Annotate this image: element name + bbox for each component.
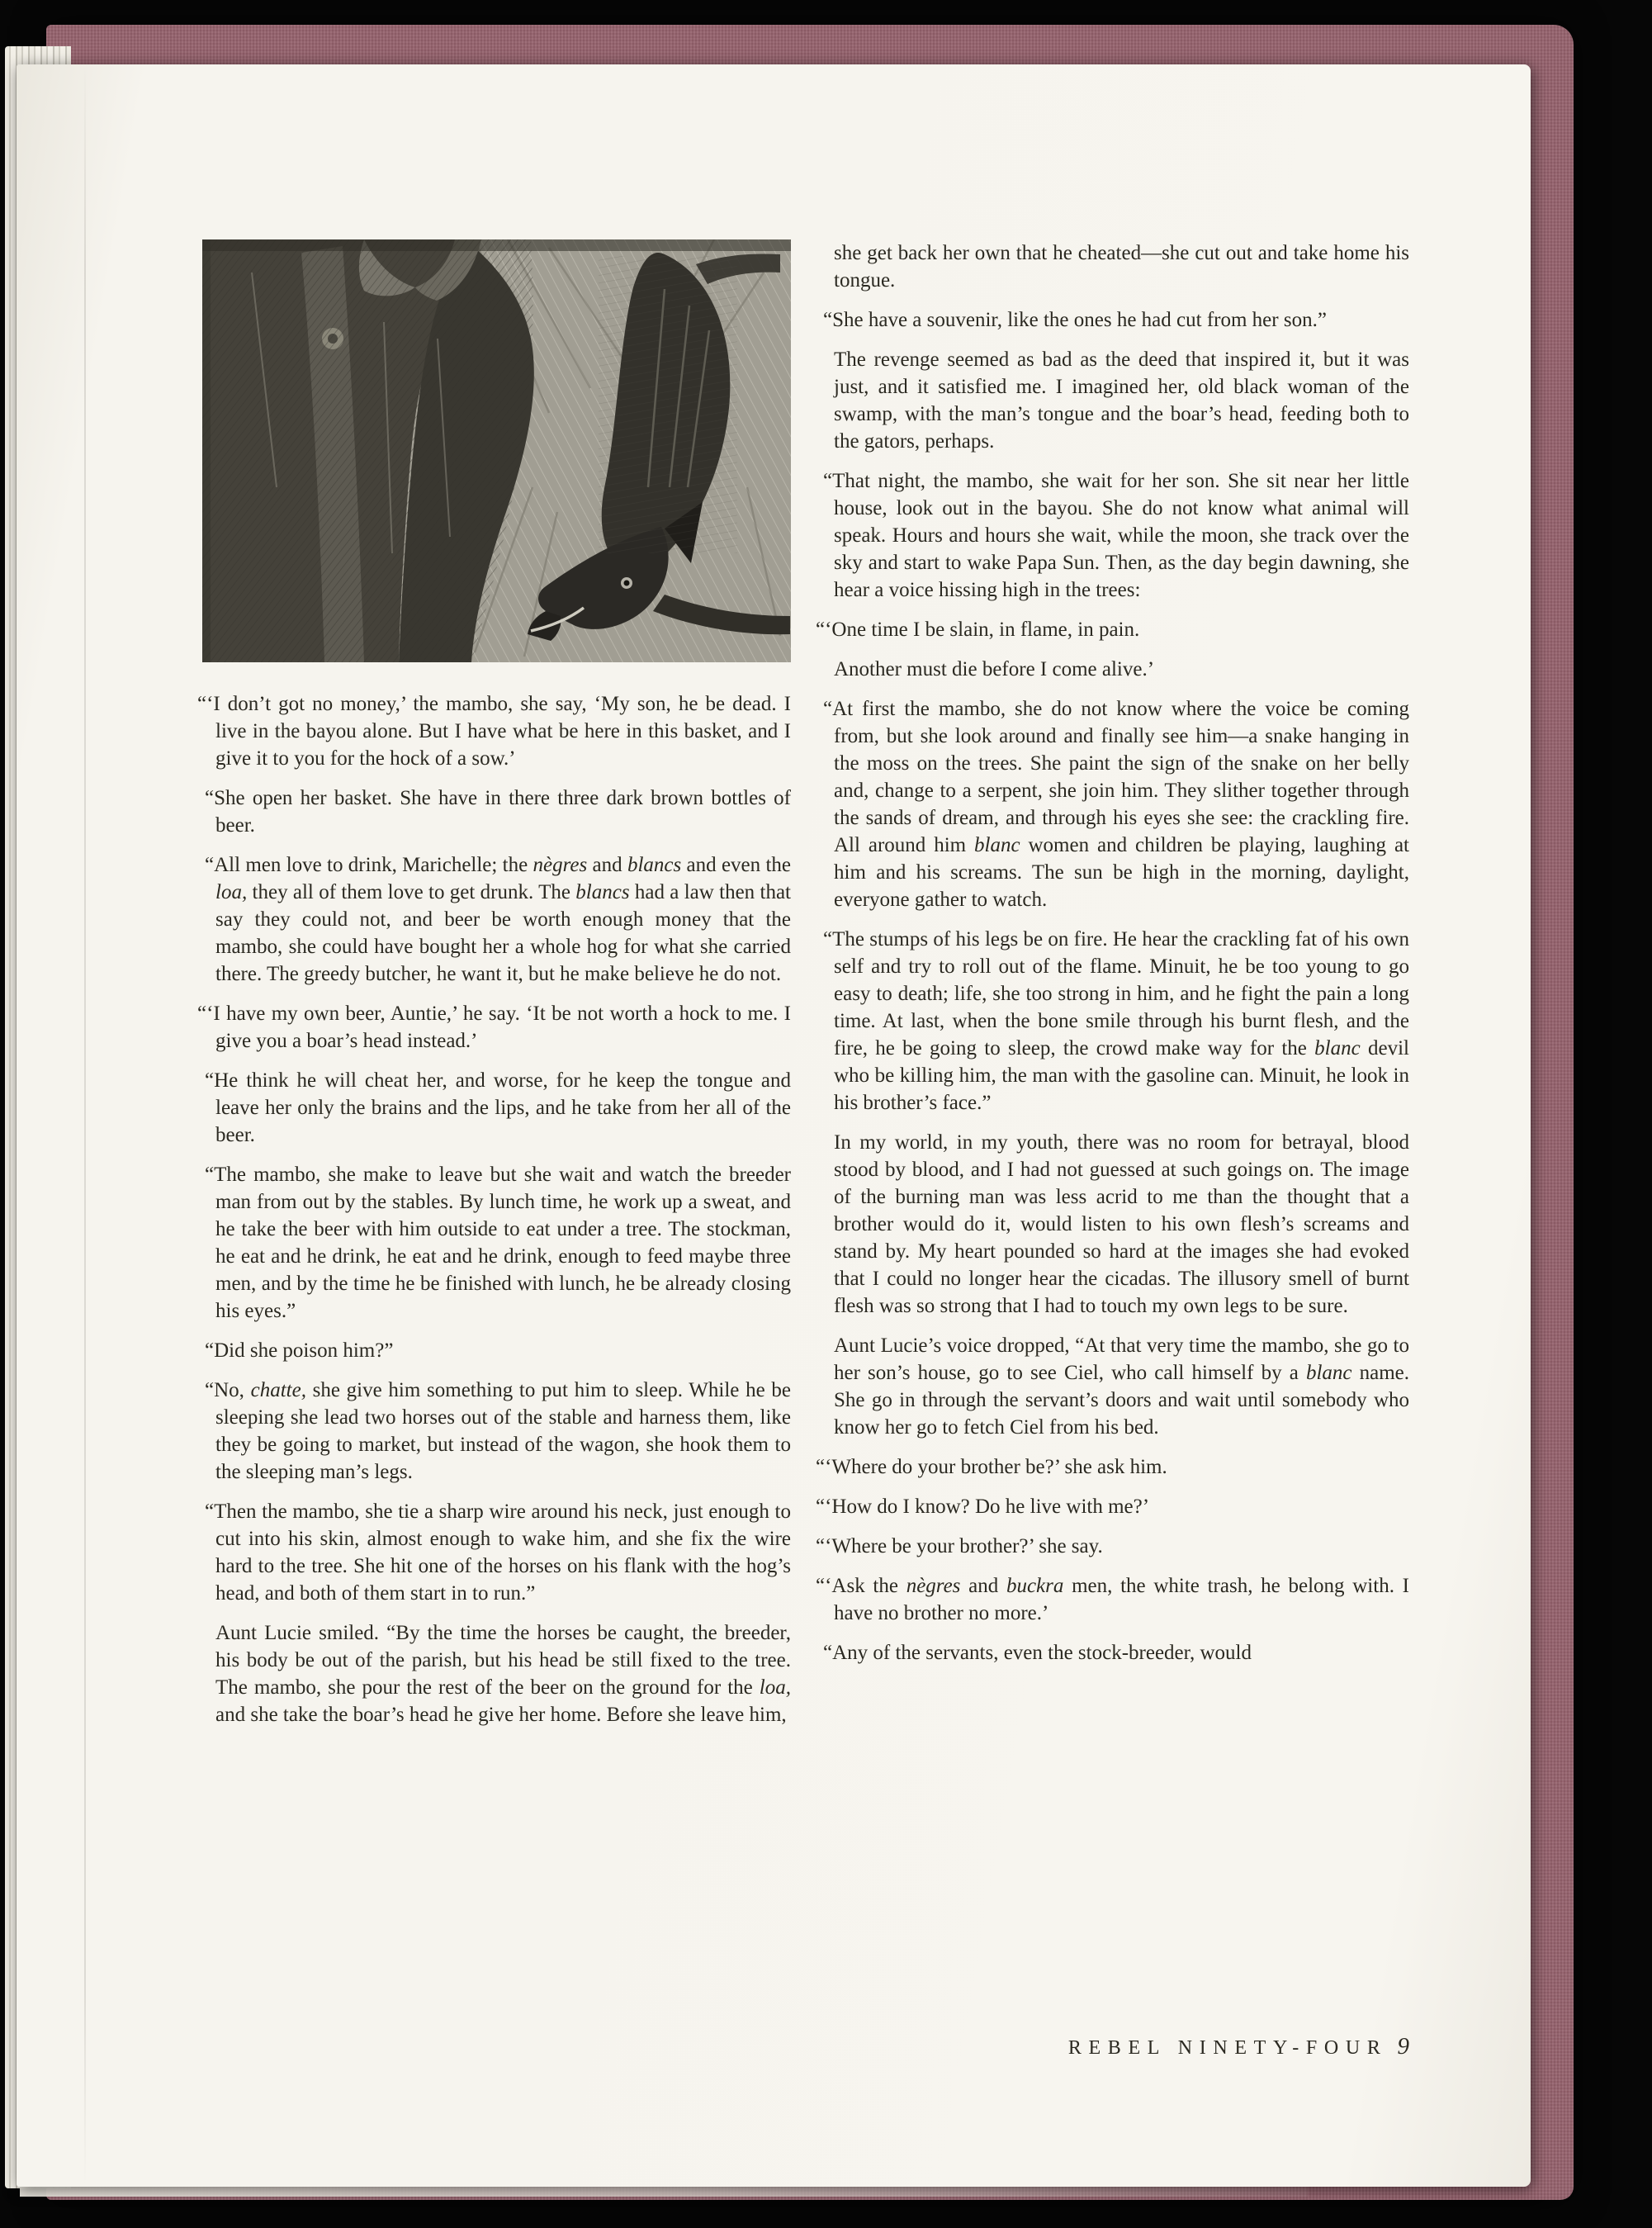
paragraph (821, 239, 1409, 294)
text-run: “‘I have my own beer, Auntie,’ he say. ‘It be not worth a hock to me. I give you a boar’s head instead.’ (197, 1003, 791, 1052)
text-run: Aunt Lucie smiled. “By the time the horses be caught, the breeder, his body be out of the parish, but his head be still fixed to the tree. The mambo, she pour the rest of the beer on the ground for the (215, 1622, 791, 1699)
farmhand-figure (202, 239, 534, 662)
text-run: and (587, 854, 627, 876)
italic-term: buckra (1006, 1575, 1064, 1597)
text-run: “She open her basket. She have in there three dark brown bottles of beer. (205, 787, 791, 837)
text-run: The revenge seemed as bad as the deed that inspired it, but it was just, and it satisfied me. I imagined her, old black woman of the swamp, with the man’s tongue and the boar’s head, feeding both to the gators, perhaps. (834, 348, 1409, 453)
text-run: women and children be playing, laughing at him and his screams. The sun be high in the morning, daylight, everyone gather to watch. (834, 834, 1409, 911)
text-run: she get back her own that he cheated—she cut out and take home his tongue. (834, 242, 1409, 292)
paragraph (816, 616, 1409, 643)
paragraph (202, 785, 791, 839)
paragraph (202, 1377, 791, 1486)
magazine-title: REBEL NINETY-FOUR (1067, 2037, 1388, 2059)
magazine-page (17, 64, 1531, 2187)
text-run: they all of them love to get drunk. The (247, 881, 576, 903)
italic-term: blanc (1305, 1362, 1352, 1384)
italic-term: loa, (215, 881, 248, 903)
italic-term: chatte, (250, 1379, 306, 1401)
text-run: and even the (681, 854, 791, 876)
paragraph (821, 695, 1409, 913)
text-run: “Did she poison him?” (205, 1339, 394, 1362)
text-run: and she take the boar’s head he give her home. Before she leave him, (215, 1704, 787, 1726)
text-run: “‘One time I be slain, in flame, in pain. (816, 619, 1140, 641)
column-right-text (816, 239, 1410, 1666)
text-run: “‘Where do your brother be?’ she ask him. (816, 1456, 1167, 1478)
column-right (816, 239, 1410, 1741)
italic-term: blancs (627, 854, 682, 876)
text-run: “Then the mambo, she tie a sharp wire around his neck, just enough to cut into his skin, almost enough to wake him, and she fix the wire hard to the tree. She hit one of the horses on his flank with the hog’s head, and both of them start in to run.” (205, 1500, 791, 1605)
paragraph (816, 1493, 1409, 1520)
italic-term: nègres (906, 1575, 961, 1597)
text-run: name. She go in through the servant’s doors and wait until somebody who know her go to fetch Ciel from his bed. (834, 1362, 1410, 1439)
text-run: and (960, 1575, 1006, 1597)
paragraph (821, 656, 1409, 683)
italic-term: blancs (575, 881, 630, 903)
text-run: “‘Where be your brother?’ she say. (816, 1535, 1103, 1557)
text-run: Aunt Lucie’s voice dropped, “At that very time the mambo, she go to her son’s house, go to see Ciel, who call himself by a (834, 1334, 1409, 1384)
page-footer (1068, 2033, 1409, 2060)
text-run: “He think he will cheat her, and worse, for he keep the tongue and leave her only the brains and the lips, and he take from her all of the beer. (205, 1069, 791, 1146)
paragraph (821, 346, 1409, 455)
paragraph (821, 1639, 1409, 1666)
story-illustration (202, 239, 791, 662)
paragraph (821, 467, 1409, 604)
text-run: “Any of the servants, even the stock-breeder, would (823, 1642, 1252, 1664)
text-run: In my world, in my youth, there was no room for betrayal, blood stood by blood, and I had not guessed at such goings on. The image of the burning man was less acrid to me than the thought that a brother would do it, would listen to his own flesh’s screams and stand by. My heart pounded so hard at the images she had evoked that I could no longer hear the cicadas. The illusory smell of burnt flesh was so strong that I had to touch my own legs to be sure. (834, 1131, 1409, 1317)
text-run: men, the white trash, he belong with. I have no brother no more.’ (834, 1575, 1409, 1624)
text-run: “No, (205, 1379, 251, 1401)
paragraph (821, 926, 1409, 1116)
text-run: “‘I don’t got no money,’ the mambo, she say, ‘My son, he be dead. I live in the bayou alone. But I have what be here in this basket, and I give it to you for the hock of a sow.’ (197, 693, 791, 770)
text-run: she give him something to put him to sleep. While he be sleeping she lead two horses out of the stable and harness them, like they be going to market, but instead of the wagon, she hook them to the sleeping man’s legs. (215, 1379, 791, 1483)
text-run: “The mambo, she make to leave but she wait and watch the breeder man from out by the stables. By lunch time, he work up a sweat, and he take the beer with him outside to eat under a tree. The stockman, he eat and he drink, he eat and he drink, enough to feed maybe three men, and by the time he be finished with lunch, he be already closing his eyes.” (205, 1164, 791, 1322)
italic-term: nègres (533, 854, 588, 876)
paragraph (821, 1129, 1409, 1320)
paragraph (202, 1619, 791, 1728)
paragraph (816, 1533, 1409, 1560)
text-run: “That night, the mambo, she wait for her son. She sit near her little house, look out in the bayou. She do not know what animal will speak. Hours and hours she wait, while the moon, she track over the sky and start to wake Papa Sun. Then, as the day begin dawning, she hear a voice hissing high in the trees: (823, 470, 1409, 601)
illustration-svg (202, 239, 791, 662)
paragraph (202, 851, 791, 988)
paragraph (197, 1000, 791, 1055)
page-edges-bottom (20, 2187, 1308, 2197)
text-run: “The stumps of his legs be on fire. He hear the crackling fat of his own self and try to roll out of the flame. Minuit, he be too young to go easy to death; life, she too strong in him, and he fight the pain a long time. At last, when the bone smile through his burnt flesh, and the fire, he be going to sleep, the crowd make way for the (823, 928, 1409, 1059)
paragraph (816, 1572, 1409, 1627)
page-number: 9 (1397, 2033, 1409, 2060)
italic-term: blanc (1314, 1037, 1361, 1059)
text-run: “All men love to drink, Marichelle; the (205, 854, 533, 876)
italic-term: blanc (974, 834, 1020, 856)
paragraph (821, 306, 1409, 334)
paragraph (821, 1332, 1409, 1441)
text-run: “She have a souvenir, like the ones he had cut from her son.” (823, 309, 1327, 331)
column-left (197, 239, 791, 1741)
column-left-text (197, 690, 791, 1728)
text-run: “At first the mambo, she do not know where the voice be coming from, but she look around and finally see him—a snake hanging in the moss on the trees. She paint the sign of the snake on her belly and, change to a serpent, she join him. They slither together through the sands of dream, and through his eyes she see: the crackling fire. All around him (823, 698, 1409, 856)
paragraph (202, 1067, 791, 1149)
page-content (197, 239, 1410, 1741)
paragraph (202, 1161, 791, 1325)
paragraph (197, 690, 791, 772)
text-run: devil who be killing him, the man with the gasoline can. Minuit, he look in his brother’s face.” (834, 1037, 1409, 1114)
paragraph (816, 1453, 1409, 1481)
text-run: had a law then that say they could not, and beer be worth enough money that the mambo, she could have bought her a whole hog for what she carried there. The greedy butcher, he want it, but he make believe he do not. (215, 881, 791, 985)
text-run: “‘How do I know? Do he live with me?’ (816, 1496, 1150, 1518)
text-run: Another must die before I come alive.’ (834, 658, 1155, 680)
paragraph (202, 1498, 791, 1607)
text-run: “‘Ask the (816, 1575, 906, 1597)
italic-term: loa, (759, 1676, 791, 1699)
paragraph (202, 1337, 791, 1364)
